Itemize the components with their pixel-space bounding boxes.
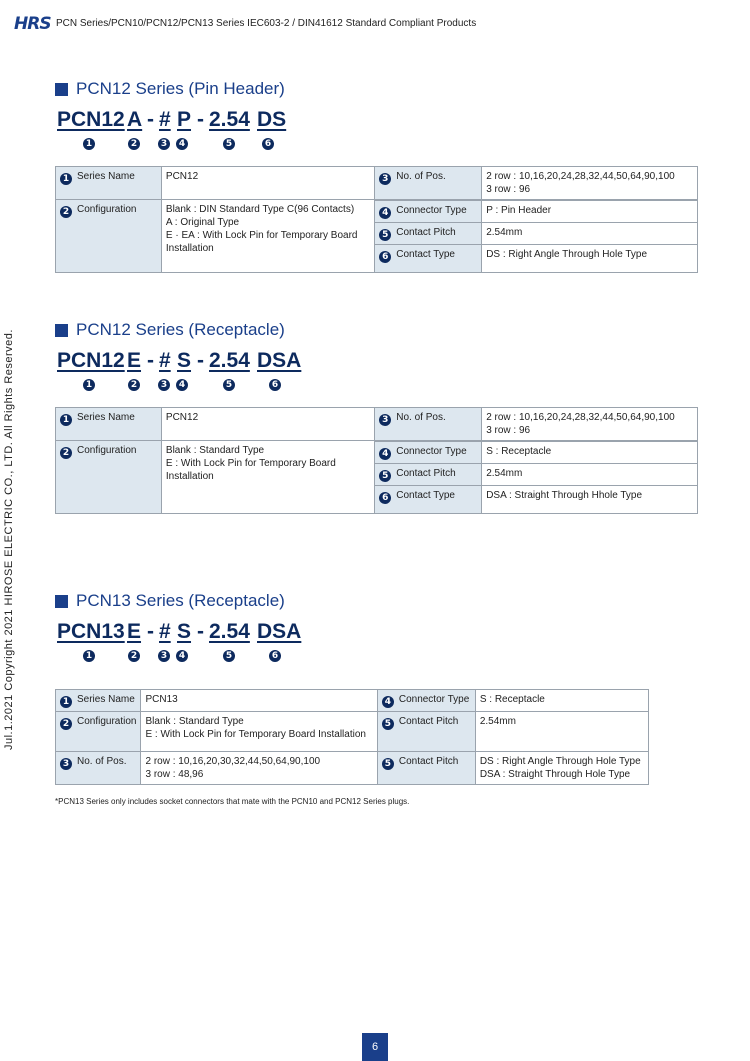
part-series: PCN13 — [57, 620, 125, 643]
number-5-icon: 5 — [223, 138, 235, 150]
label-contact-type: 6 Contact Type — [375, 486, 482, 514]
label-positions: 3 No. of Pos. — [56, 752, 141, 785]
section-title-text: PCN12 Series (Pin Header) — [76, 79, 285, 98]
square-bullet-icon — [55, 83, 68, 96]
spec-table-pcn13-receptacle — [55, 689, 649, 785]
part-pitch: 2.54 — [209, 349, 250, 372]
part-config: E — [127, 349, 142, 372]
part-sep: - — [197, 349, 204, 372]
value-series-name: PCN12 — [161, 167, 374, 200]
part-sep: - — [147, 620, 154, 643]
section-title-text: PCN12 Series (Receptacle) — [76, 320, 285, 339]
number-1-icon: 1 — [83, 138, 95, 150]
part-sep: - — [147, 108, 154, 131]
number-1-icon: 1 — [83, 650, 95, 662]
value-contact-pitch: 2.54mm — [475, 712, 648, 752]
part-type: S — [177, 620, 192, 643]
number-6-icon: 6 — [262, 138, 274, 150]
number-4-icon: 4 — [176, 379, 188, 391]
section-pcn13-receptacle — [55, 590, 302, 668]
number-6-icon: 6 — [269, 650, 281, 662]
label-series-name: 1 Series Name — [56, 690, 141, 712]
value-contact-type: DSA : Straight Through Hhole Type — [482, 486, 698, 514]
label-contact-pitch: 5 Contact Pitch — [375, 464, 482, 486]
part-contact-type: DSA — [257, 620, 302, 643]
value-configuration: Blank : Standard Type E : With Lock Pin for Temporary Board Installation — [141, 712, 377, 752]
number-2-icon: 2 — [128, 650, 140, 662]
label-contact-type: 6 Contact Type — [375, 245, 482, 273]
label-contact-type: 5 Contact Pitch — [377, 752, 475, 785]
number-3-icon: 3 — [158, 379, 170, 391]
part-series: PCN12 — [57, 349, 125, 372]
part-sep: - — [147, 349, 154, 372]
value-contact-pitch: 2.54mm — [482, 464, 698, 486]
value-positions: 2 row : 10,16,20,24,28,32,44,50,64,90,100 3 row : 96 — [482, 167, 698, 200]
number-3-icon: 3 — [158, 650, 170, 662]
label-contact-pitch: 5 Contact Pitch — [377, 712, 475, 752]
label-configuration: 2 Configuration — [56, 200, 162, 273]
value-positions: 2 row : 10,16,20,24,28,32,44,50,64,90,100 3 row : 96 — [482, 408, 698, 441]
value-series-name: PCN13 — [141, 690, 377, 712]
part-positions: # — [159, 620, 171, 643]
part-sep: - — [197, 108, 204, 131]
part-contact-type: DS — [257, 108, 287, 131]
label-series-name: 1 Series Name — [56, 167, 162, 200]
label-series-name: 1 Series Name — [56, 408, 162, 441]
section-pcn12-pin-header — [55, 78, 285, 156]
part-number — [55, 108, 285, 138]
part-pitch: 2.54 — [209, 620, 250, 643]
part-number — [55, 349, 302, 379]
spec-table-pcn12-receptacle — [55, 407, 698, 514]
value-connector-type: S : Receptacle — [482, 442, 698, 464]
part-pitch: 2.54 — [209, 108, 250, 131]
label-configuration: 2 Configuration — [56, 712, 141, 752]
part-type: S — [177, 349, 192, 372]
number-4-icon: 4 — [176, 138, 188, 150]
number-2-icon: 2 — [128, 138, 140, 150]
hirose-logo: HRS — [14, 14, 51, 34]
section-title — [55, 319, 285, 341]
copyright-vertical: Jul.1.2021 Copyright 2021 HIROSE ELECTRIC CO., LTD. All Rights Reserved. — [3, 329, 15, 750]
header-title: PCN Series/PCN10/PCN12/PCN13 Series IEC603-2 / DIN41612 Standard Compliant Products — [56, 18, 477, 29]
section-title-text: PCN13 Series (Receptacle) — [76, 591, 285, 610]
footnote: *PCN13 Series only includes socket connectors that mate with the PCN10 and PCN12 Series plugs. — [55, 797, 410, 806]
value-contact-type: DS : Right Angle Through Hole Type — [482, 245, 698, 273]
number-5-icon: 5 — [223, 379, 235, 391]
label-connector-type: 4 Connector Type — [375, 201, 482, 223]
part-series: PCN12 — [57, 108, 125, 131]
section-title — [55, 590, 285, 612]
number-5-icon: 5 — [223, 650, 235, 662]
value-contact-pitch: 2.54mm — [482, 223, 698, 245]
square-bullet-icon — [55, 595, 68, 608]
part-type: P — [177, 108, 192, 131]
value-connector-type: P : Pin Header — [482, 201, 698, 223]
page-number: 6 — [362, 1033, 388, 1061]
number-4-icon: 4 — [176, 650, 188, 662]
number-6-icon: 6 — [269, 379, 281, 391]
value-connector-type: S : Receptacle — [475, 690, 648, 712]
square-bullet-icon — [55, 324, 68, 337]
label-connector-type: 4 Connector Type — [375, 442, 482, 464]
label-positions: 3 No. of Pos. — [375, 167, 482, 200]
value-configuration: Blank : DIN Standard Type C(96 Contacts) A : Original Type E · EA : With Lock Pin for Temporary Board Installation — [161, 200, 374, 273]
part-positions: # — [159, 108, 171, 131]
label-configuration: 2 Configuration — [56, 441, 162, 514]
spec-table-pcn12-pin-header — [55, 166, 698, 273]
callout-numbers — [55, 138, 285, 156]
part-config: A — [127, 108, 143, 131]
part-sep: - — [197, 620, 204, 643]
value-contact-type: DS : Right Angle Through Hole Type DSA : Straight Through Hole Type — [475, 752, 648, 785]
part-number — [55, 620, 302, 650]
value-series-name: PCN12 — [161, 408, 374, 441]
value-configuration: Blank : Standard Type E : With Lock Pin for Temporary Board Installation — [161, 441, 374, 514]
section-pcn12-receptacle — [55, 319, 302, 397]
part-positions: # — [159, 349, 171, 372]
part-config: E — [127, 620, 142, 643]
number-1-icon: 1 — [83, 379, 95, 391]
callout-numbers — [55, 650, 285, 668]
callout-numbers — [55, 379, 285, 397]
label-positions: 3 No. of Pos. — [375, 408, 482, 441]
label-connector-type: 4 Connector Type — [377, 690, 475, 712]
section-title — [55, 78, 285, 100]
number-2-icon: 2 — [128, 379, 140, 391]
label-contact-pitch: 5 Contact Pitch — [375, 223, 482, 245]
value-positions: 2 row : 10,16,20,30,32,44,50,64,90,100 3 row : 48,96 — [141, 752, 377, 785]
part-contact-type: DSA — [257, 349, 302, 372]
number-3-icon: 3 — [158, 138, 170, 150]
